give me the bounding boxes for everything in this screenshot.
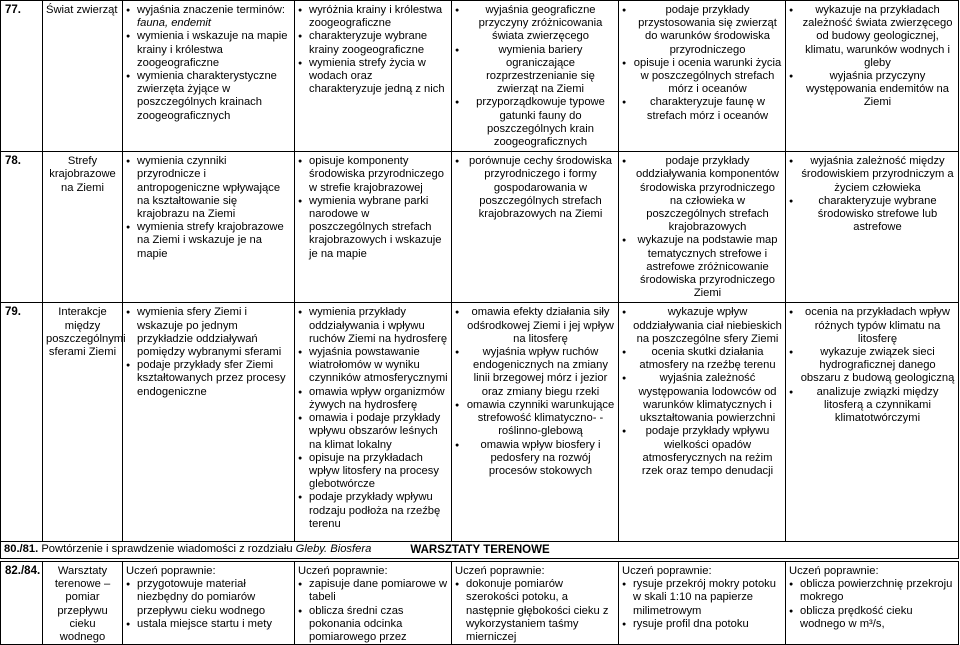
- table-row: [1, 562, 959, 645]
- review-text: Powtórzenie i sprawdzenie wiadomości z rozdziału: [41, 543, 293, 556]
- list-item: ● wyjaśnia geograficzne przyczyny zróżnicowania świata zwierzęcego: [455, 4, 615, 44]
- list-item: ● wyróżnia krainy i królestwa zoogeograficzne: [298, 4, 448, 30]
- list-item: ● ustala miejsce startu i mety: [126, 618, 291, 631]
- list-item: ● wykazuje na przykładach zależność świata zwierzęcego od budowy geologicznej, klimatu, warunków wodnych i gleby: [789, 4, 955, 70]
- table-row: [1, 303, 959, 542]
- list-item: ● rysuje przekrój mokry potoku w skali 1:10 na papierze milimetrowym: [622, 578, 782, 618]
- list-item: ● podaje przykłady sfer Ziemi kształtowanych przez procesy endogeniczne: [126, 359, 291, 399]
- lesson-topic: Interakcje między poszczególnymi sferami Ziemi: [43, 303, 123, 542]
- list-item: ● omawia i podaje przykłady wpływu obszarów leśnych na klimat lokalny: [298, 412, 448, 452]
- list-item: ● podaje przykłady oddziaływania komponentów środowiska przyrodniczego na człowieka w poszczególnych strefach krajobrazowych: [622, 155, 782, 234]
- requirements-extended: [452, 1, 619, 152]
- list-item: ● ocenia skutki działania atmosfery na rzeźbę terenu: [622, 346, 782, 372]
- list-item: ● omawia czynniki warunkujące strefowość klimatyczno- -roślinno-glebową: [455, 399, 615, 439]
- cell-label: Uczeń poprawnie:: [789, 565, 879, 577]
- lesson-number: 78.: [1, 152, 43, 303]
- list-item: ● wymienia charakterystyczne zwierzęta żyjące w poszczególnych krainach zoogeograficznych: [126, 70, 291, 123]
- cell-label: Uczeń poprawnie:: [455, 565, 545, 577]
- list-item: ● rysuje profil dna potoku: [622, 618, 782, 631]
- table-row: [1, 1, 959, 152]
- cell-label: Uczeń poprawnie:: [622, 565, 712, 577]
- list-item: ● opisuje i ocenia warunki życia w poszczególnych strefach mórz i oceanów: [622, 57, 782, 97]
- lesson-number: 79.: [1, 303, 43, 542]
- list-item: ● oblicza powierzchnię przekroju mokrego: [789, 578, 955, 604]
- list-item: ● podaje przykłady przystosowania się zwierząt do warunków środowiska przyrodniczego: [622, 4, 782, 57]
- list-item: ● opisuje komponenty środowiska przyrodniczego w strefie krajobrazowej: [298, 155, 448, 195]
- list-item: ● omawia wpływ organizmów żywych na hydrosferę: [298, 386, 448, 412]
- list-item: ● oblicza prędkość cieku wodnego w m³/s,: [789, 605, 955, 631]
- requirements-excellent: [786, 303, 959, 542]
- list-item: ● wyjaśnia wpływ ruchów endogenicznych na zmiany linii brzegowej mórz i jezior oraz zmiany biegu rzeki: [455, 346, 615, 399]
- lesson-number: 80./81.: [4, 543, 39, 556]
- list-item: ● charakteryzuje wybrane środowisko strefowe lub astrefowe: [789, 195, 955, 235]
- list-item: ● wyjaśnia powstawanie wiatrołomów w wyniku czynników atmosferycznymi: [298, 346, 448, 386]
- cell-label: Uczeń poprawnie:: [298, 565, 388, 577]
- list-item: ● wyjaśnia zależność występowania lodowców od warunków klimatycznych i ukształtowania powierzchni: [622, 372, 782, 425]
- list-item: ● wyjaśnia zależność między środowiskiem przyrodniczym a życiem człowieka: [789, 155, 955, 195]
- requirements-excellent: [786, 152, 959, 303]
- lesson-topic: Świat zwierząt: [43, 1, 123, 152]
- requirements-extended: [452, 152, 619, 303]
- requirements-advanced: [619, 303, 786, 542]
- list-item: ● oblicza średni czas pokonania odcinka pomiarowego przez: [298, 605, 448, 645]
- list-item: ● wymienia strefy krajobrazowe na Ziemi i wskazuje je na mapie: [126, 221, 291, 261]
- list-item: ● zapisuje dane pomiarowe w tabeli: [298, 578, 448, 604]
- requirements-advanced: [619, 562, 786, 645]
- requirements-basic-plus: [295, 152, 452, 303]
- list-item: ● wyjaśnia znaczenie terminów: fauna, endemit: [126, 4, 291, 30]
- list-item: ● wykazuje na podstawie map tematycznych strefowe i astrefowe zróżnicowanie środowiska przyrodniczego Ziemi: [622, 234, 782, 300]
- requirements-basic: [123, 562, 295, 645]
- list-item: ● wymienia sfery Ziemi i wskazuje po jednym przykładzie oddziaływań pomiędzy wybranymi sferami: [126, 306, 291, 359]
- requirements-advanced: [619, 152, 786, 303]
- workshop-table: [0, 561, 959, 645]
- list-item: ● wyjaśnia przyczyny występowania endemitów na Ziemi: [789, 70, 955, 110]
- requirements-basic-plus: [295, 303, 452, 542]
- lesson-number: 77.: [1, 1, 43, 152]
- requirements-excellent: [786, 562, 959, 645]
- list-item: ● przyporządkowuje typowe gatunki fauny do poszczególnych krain zoogeograficznych: [455, 96, 615, 149]
- requirements-basic: [123, 152, 295, 303]
- requirements-extended: [452, 562, 619, 645]
- list-item: ● charakteryzuje wybrane krainy zoogeograficzne: [298, 30, 448, 56]
- requirements-excellent: [786, 1, 959, 152]
- lesson-topic: Warsztaty terenowe – pomiar przepływu cieku wodnego: [43, 562, 123, 645]
- cell-label: Uczeń poprawnie:: [126, 565, 216, 577]
- list-item: ● wymienia i wskazuje na mapie krainy i królestwa zoogeograficzne: [126, 30, 291, 70]
- list-item: ● wymienia czynniki przyrodnicze i antropogeniczne wpływające na kształtowanie się krajobrazu na Ziemi: [126, 155, 291, 221]
- list-item: ● omawia efekty działania siły odśrodkowej Ziemi i jej wpływ na litosferę: [455, 306, 615, 346]
- list-item: ● omawia wpływ biosfery i pedosfery na rozwój procesów stokowych: [455, 439, 615, 479]
- list-item: ● podaje przykłady wpływu wielkości opadów atmosferycznych na reżim rzek oraz tempo denudacji: [622, 425, 782, 478]
- list-item: ● analizuje związki między litosferą a czynnikami klimatotwórczymi: [789, 386, 955, 426]
- lesson-number: 82./84.: [1, 562, 43, 645]
- requirements-basic: [123, 303, 295, 542]
- requirements-basic-plus: [295, 1, 452, 152]
- lesson-topic: Strefy krajobrazowe na Ziemi: [43, 152, 123, 303]
- list-item: ● wykazuje związek sieci hydrograficznej danego obszaru z budową geologiczną: [789, 346, 955, 386]
- requirements-advanced: [619, 1, 786, 152]
- list-item: ● wykazuje wpływ oddziaływania ciał niebieskich na poszczególne sfery Ziemi: [622, 306, 782, 346]
- list-item: ● wymienia bariery ograniczające rozprzestrzenianie się zwierząt na Ziemi: [455, 44, 615, 97]
- list-item: ● dokonuje pomiarów szerokości potoku, a następnie głębokości cieku z wykorzystaniem taśmy mierniczej: [455, 578, 615, 644]
- list-item: ● wymienia przykłady oddziaływania i wpływu ruchów Ziemi na hydrosferę: [298, 306, 448, 346]
- list-item: ● wymienia wybrane parki narodowe w poszczególnych strefach krajobrazowych i wskazuje je na mapie: [298, 195, 448, 261]
- list-item: ● ocenia na przykładach wpływ różnych typów klimatu na litosferę: [789, 306, 955, 346]
- requirements-basic-plus: [295, 562, 452, 645]
- list-item: ● opisuje na przykładach wpływ litosfery na procesy glebotwórcze: [298, 452, 448, 492]
- review-chapter: Gleby. Biosfera: [295, 543, 372, 556]
- list-item: ● przygotowuje materiał niezbędny do pomiarów przepływu cieku wodnego: [126, 578, 291, 618]
- list-item: ● podaje przykłady wpływu rodzaju podłoża na rzeźbę terenu: [298, 491, 448, 531]
- requirements-extended: [452, 303, 619, 542]
- list-item: ● porównuje cechy środowiska przyrodniczego i formy gospodarowania w poszczególnych strefach krajobrazowych na Ziemi: [455, 155, 615, 221]
- requirements-basic: [123, 1, 295, 152]
- list-item: ● wymienia strefy życia w wodach oraz charakteryzuje jedną z nich: [298, 57, 448, 97]
- section-heading: WARSZTATY TERENOWE: [410, 544, 550, 556]
- list-item: ● charakteryzuje faunę w strefach mórz i oceanów: [622, 96, 782, 122]
- table-row: [1, 152, 959, 303]
